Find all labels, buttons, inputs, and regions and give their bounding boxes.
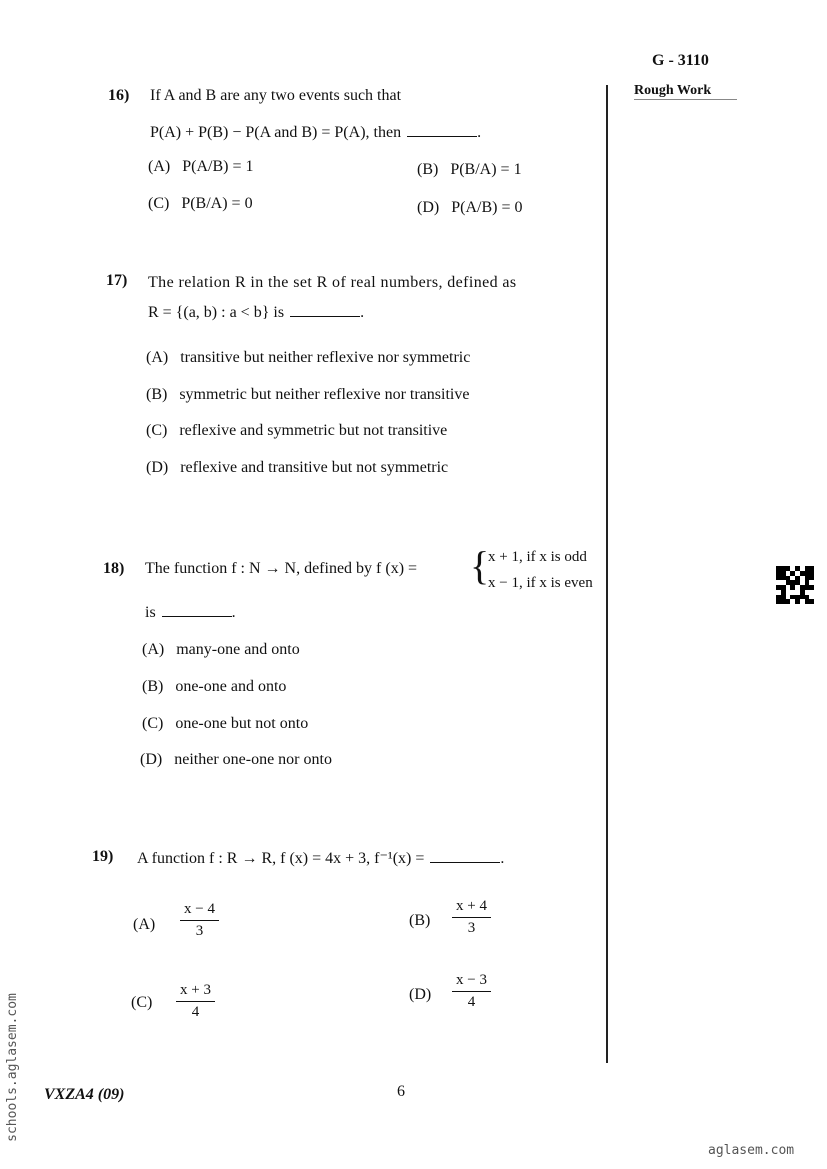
q17-line2: R = {(a, b) : a < b} is . — [148, 304, 365, 321]
q18-text: The function f : N → N, defined by f (x) = — [145, 560, 418, 577]
q18-option-d: (D) neither one-one nor onto — [140, 751, 332, 768]
q18-case-odd: x + 1, if x is odd — [488, 549, 587, 565]
q16-option-c: (C) P(B/A) = 0 — [148, 195, 253, 212]
q17-number: 17) — [106, 272, 128, 289]
footer-code: VXZA4 (09) — [44, 1086, 125, 1103]
q17-option-b: (B) symmetric but neither reflexive nor transitive — [146, 386, 470, 403]
q16-number: 16) — [108, 87, 130, 104]
paper-code: G - 3110 — [652, 52, 709, 69]
q18-case-even: x − 1, if x is even — [488, 575, 593, 591]
q19-number: 19) — [92, 848, 114, 865]
q19-option-d-fraction: $\frac{x - 3}{4}$ — [452, 972, 491, 1011]
q16-option-b: (B) P(B/A) = 1 — [417, 161, 522, 178]
q17-option-c: (C) reflexive and symmetric but not transitive — [146, 422, 448, 439]
q18-option-a: (A) many-one and onto — [142, 641, 300, 658]
q16-line2: P(A) + P(B) − P(A and B) = P(A), then . — [150, 124, 482, 141]
q18-number: 18) — [103, 560, 125, 577]
q17-option-d: (D) reflexive and transitive but not symmetric — [146, 459, 449, 476]
q19-option-a-fraction: $\frac{x - 4}{3}$ — [180, 901, 219, 940]
q16-option-d: (D) P(A/B) = 0 — [417, 199, 523, 216]
q19-option-c-fraction: $\frac{x + 3}{4}$ — [176, 982, 215, 1021]
q16-option-a: (A) P(A/B) = 1 — [148, 158, 254, 175]
q19-text: A function f : R → R, f (x) = 4x + 3, f⁻¹(x) = . — [137, 850, 505, 867]
q19-option-b-label: (B) — [409, 912, 431, 929]
q18-line2: is . — [145, 604, 236, 621]
q19-option-a-label: (A) — [133, 916, 156, 933]
q18-option-c: (C) one-one but not onto — [142, 715, 309, 732]
q19-option-d-label: (D) — [409, 986, 432, 1003]
q16-text: If A and B are any two events such that — [150, 87, 402, 104]
q18-brace: { — [470, 543, 490, 588]
q17-option-a: (A) transitive but neither reflexive nor symmetric — [146, 349, 471, 366]
q18-option-b: (B) one-one and onto — [142, 678, 287, 695]
q17-text: The relation R in the set R of real numbers, defined as — [148, 274, 517, 291]
watermark-right: aglasem.com — [708, 1143, 795, 1158]
page-number: 6 — [397, 1083, 405, 1100]
q19-option-c-label: (C) — [131, 994, 153, 1011]
qr-code — [776, 566, 814, 604]
watermark-left: schools.aglasem.com — [4, 993, 20, 1142]
q19-option-b-fraction: $\frac{x + 4}{3}$ — [452, 898, 491, 937]
column-divider — [606, 85, 608, 1063]
rough-work-label: Rough Work — [634, 83, 737, 100]
